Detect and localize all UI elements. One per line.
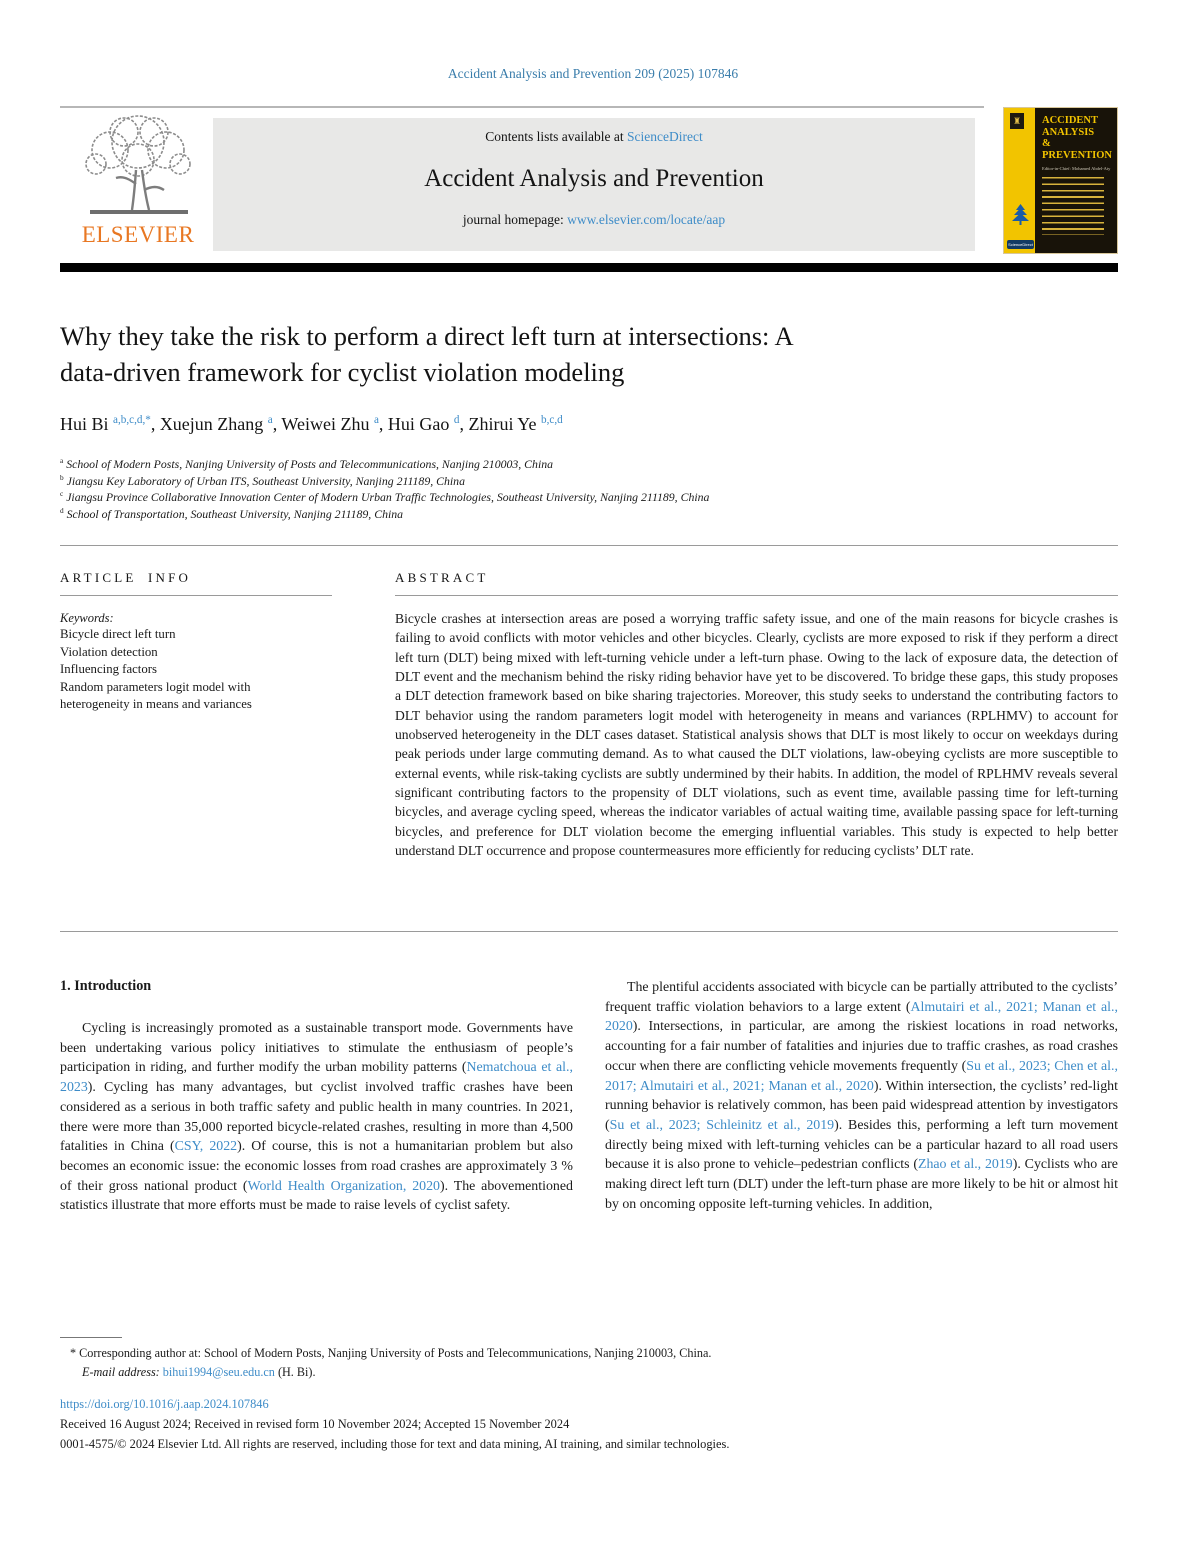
citation-link[interactable]: World Health Organization, 2020 [247, 1178, 440, 1194]
elsevier-logo [64, 112, 212, 258]
section-divider-rule [60, 545, 1118, 546]
abstract-column [395, 570, 1118, 860]
affiliation-text: School of Transportation, Southeast University, Nanjing 211189, China [63, 506, 404, 521]
cover-editor-line: Editor-in-Chief: Mohamed Abdel-Aty [1041, 166, 1111, 171]
citation-link[interactable]: a [267, 414, 273, 426]
citation-link[interactable]: Zhao et al., 2019 [917, 1157, 1013, 1173]
affiliation-line [60, 473, 1080, 490]
elsevier-mini-logo-icon: ♜ [1010, 113, 1024, 129]
page-header-citation: Accident Analysis and Prevention 209 (2025) 107846 [447, 66, 739, 81]
cover-title-line: ACCIDENT [1041, 115, 1098, 126]
affiliation-line [60, 506, 1080, 523]
journal-banner [213, 118, 975, 251]
citation-link[interactable]: Nematchoua et al., 2023 [60, 1060, 573, 1096]
affiliation-sup: a [60, 456, 64, 466]
affiliation-line [60, 456, 1080, 473]
elsevier-tree-icon [72, 112, 204, 224]
footnote-block [60, 1344, 1118, 1382]
affiliation-sup: c [60, 489, 64, 499]
contents-prefix: Contents lists available at [485, 129, 627, 144]
elsevier-wordmark: ELSEVIER [81, 222, 195, 247]
received-dates: Received 16 August 2024; Received in revised form 10 November 2024; Accepted 15 November 2024 [60, 1416, 570, 1431]
affiliation-line [60, 489, 1080, 506]
citation-link[interactable]: b,c,d [541, 414, 563, 426]
keyword-item: Violation detection [60, 644, 158, 659]
introduction-section [60, 978, 1118, 1216]
keyword-item: Random parameters logit model with heterogeneity in means and variances [60, 679, 252, 712]
keyword-item: Bicycle direct left turn [60, 627, 176, 641]
cover-yellow-strip [1004, 108, 1035, 253]
corresponding-author-note: * Corresponding author at: School of Modern Posts, Nanjing University of Posts and Telecommunications, Nanjing 210003, China. [70, 1346, 712, 1360]
intro-paragraph-left: Cycling is increasingly promoted as a sustainable transport mode. Governments have been undertaking various policy initiatives to stimulate the enthusiasm of people’s participation in riding, and further modify the urban mobility patterns (Nematchoua et al., 2023). Cycling has many advantages, but cyclist involved traffic crashes have been considered as a serious in both traffic safety and public health in many countries. In 2021, there were more than 35,000 reported bicycle-related crashes, resulting in more than 4,500 fatalities in China (CSY, 2022). Of course, this is not a humanitarian problem but also becomes an economic issue: the economic losses from road crashes are approximately 3 % of their gross national product (World Health Organization, 2020). The abovementioned statistics illustrate that more efforts must be made to raise levels of cyclist safety. [60, 1021, 573, 1214]
homepage-line [213, 212, 975, 228]
citation-link[interactable]: bihui1994@seu.edu.cn [162, 1365, 275, 1379]
keywords-label: Keywords: [60, 611, 114, 625]
citation-link[interactable]: Almutairi et al., 2021; Manan et al., 2020 [605, 999, 1118, 1035]
affiliation-text: Jiangsu Key Laboratory of Urban ITS, Southeast University, Nanjing 211189, China [63, 473, 465, 488]
cover-title-line: & [1041, 138, 1051, 149]
abstract-bottom-rule [60, 931, 1118, 932]
intro-left-column [60, 978, 573, 1216]
masthead-top-rule [60, 106, 984, 108]
article-info-rule [60, 595, 332, 596]
journal-cover-thumbnail [1003, 107, 1118, 254]
affiliations [60, 456, 1080, 522]
abstract-text: Bicycle crashes at intersection areas are posed a worrying traffic safety issue, and one of the main reasons for bicycle crashes is failing to avoid conflicts with motor vehicles and other bicycles. Clearly, cyclists are more exposed to risk if they perform a direct left turn (DLT) being mixed with left-turning vehicle under a left-turn phase. Owing to the lack of exposure data, the detection of DLT event and the mechanism behind the risky riding behavior have yet to be discovered. To bridge these gaps, this study proposes a DLT detection framework based on bike sharing trajectories. Moreover, this study seeks to understand the contributing factors to DLT behavior using the random parameters logit model with heterogeneity in means and variances (RPLHMV) to account for unobserved heterogeneity in the DLT cases dataset. Statistical analysis shows that DLT is most likely to occur on weekdays during peak periods under large commuting demand. As to what caused the DLT violations, law-obeying cyclists are more susceptible to external events, while risk-taking cyclists are subtly undermined by their habits. In addition, the model of RPLHMV reveals several significant contributing factors to the propensity of DLT violations, such as event time, available passing time for left-turning bicycles, and average cycling speed, whereas the indicator variables of actual waiting time, available passing space for left-turning bicycles, and preference for DLT violation become the emerging influential variables. This study is expected to help better understand DLT occurrence and propose countermeasures more efficiently for reducing cyclists’ DLT rate. [395, 611, 1118, 859]
doi-link[interactable]: https://doi.org/10.1016/j.aap.2024.107846 [60, 1397, 269, 1411]
journal-homepage-link[interactable]: www.elsevier.com/locate/aap [567, 212, 726, 227]
cover-dark-panel [1035, 108, 1117, 253]
contents-line [213, 129, 975, 145]
article-meta-block [60, 1395, 1118, 1454]
abstract-heading: ABSTRACT [395, 570, 489, 585]
abstract-rule [395, 595, 1118, 596]
intro-paragraph-right: The plentiful accidents associated with bicycle can be partially attributed to the cyclists’ frequent traffic violation behaviors to a large extent (Almutairi et al., 2021; Manan et al., 2020). Intersections, in particular, are among the riskiest locations in road networks, accounting for a fair number of fatalities and injuries due to traffic crashes, as road crashes occur when there are conflicting vehicle movements frequently (Su et al., 2023; Chen et al., 2017; Almutairi et al., 2021; Manan et al., 2020). Within intersection, the cyclists’ red-light running behavior is relatively common, has been paid widespread attention by investigators (Su et al., 2023; Schleinitz et al., 2019). Besides this, performing a left turn movement directly being mixed with left-turning vehicles can be a particular hazard to all road users because it is also prone to vehicle–pedestrian conflicts (Zhao et al., 2019). Cyclists who are making direct left turn (DLT) under the left-turn phase are more likely to be hit or almost hit by on oncoming opposite left-turning vehicles. In addition, [605, 980, 1118, 1212]
affiliation-text: Jiangsu Province Collaborative Innovation Center of Modern Urban Traffic Technologies, Southeast University, Nanjing 211189, China [63, 490, 710, 504]
affiliation-sup: b [60, 472, 64, 482]
intro-heading: 1. Introduction [60, 978, 152, 994]
article-title [60, 318, 1020, 390]
affiliation-text: School of Modern Posts, Nanjing University of Posts and Telecommunications, Nanjing 210003, China [63, 457, 554, 471]
citation-link[interactable]: Su et al., 2023; Chen et al., 2017; Almutairi et al., 2021; Manan et al., 2020 [605, 1058, 1118, 1094]
article-title-line2: data-driven framework for cyclist violation modeling [60, 357, 625, 387]
citation-link[interactable]: a [373, 414, 379, 426]
citation-link[interactable]: d [453, 414, 460, 426]
cover-title-line: PREVENTION [1041, 149, 1112, 161]
email-note: E-mail address: bihui1994@seu.edu.cn (H. Bi). [82, 1365, 316, 1379]
copyright-line: 0001-4575/© 2024 Elsevier Ltd. All rights are reserved, including those for text and data mining, AI training, and similar technologies. [60, 1436, 730, 1451]
article-title-line1: Why they take the risk to perform a direct left turn at intersections: A [60, 321, 794, 351]
sciencedirect-link[interactable]: ScienceDirect [627, 129, 703, 144]
citation-link[interactable]: Su et al., 2023; Schleinitz et al., 2019 [609, 1117, 835, 1133]
cover-tree-icon [1008, 203, 1033, 227]
article-info-heading: ARTICLE INFO [60, 570, 192, 585]
cover-title-line: ANALYSIS [1041, 126, 1095, 138]
article-info-column [60, 570, 332, 714]
keyword-item: Influencing factors [60, 662, 158, 677]
citation-link[interactable]: CSY, 2022 [174, 1139, 238, 1155]
homepage-prefix: journal homepage: [462, 212, 568, 227]
affiliation-sup: d [60, 505, 64, 515]
authors-line: Hui Bi $^{a,b,c,d,*}$, Xuejun Zhang $^a$, Weiwei Zhu $^a$, Hui Gao $^d$, Zhirui Ye $^{b,c,d}$ [60, 414, 563, 434]
intro-right-column [605, 978, 1118, 1216]
cover-sciencedirect-badge: ScienceDirect [1008, 242, 1033, 247]
masthead-black-bar [60, 263, 1118, 272]
citation-link[interactable]: a,b,c,d,* [113, 414, 151, 426]
cover-journal-title [1042, 115, 1112, 161]
cover-topic-list-decoration [1042, 177, 1104, 235]
journal-title: Accident Analysis and Prevention [424, 165, 764, 192]
footnote-rule [60, 1337, 122, 1338]
